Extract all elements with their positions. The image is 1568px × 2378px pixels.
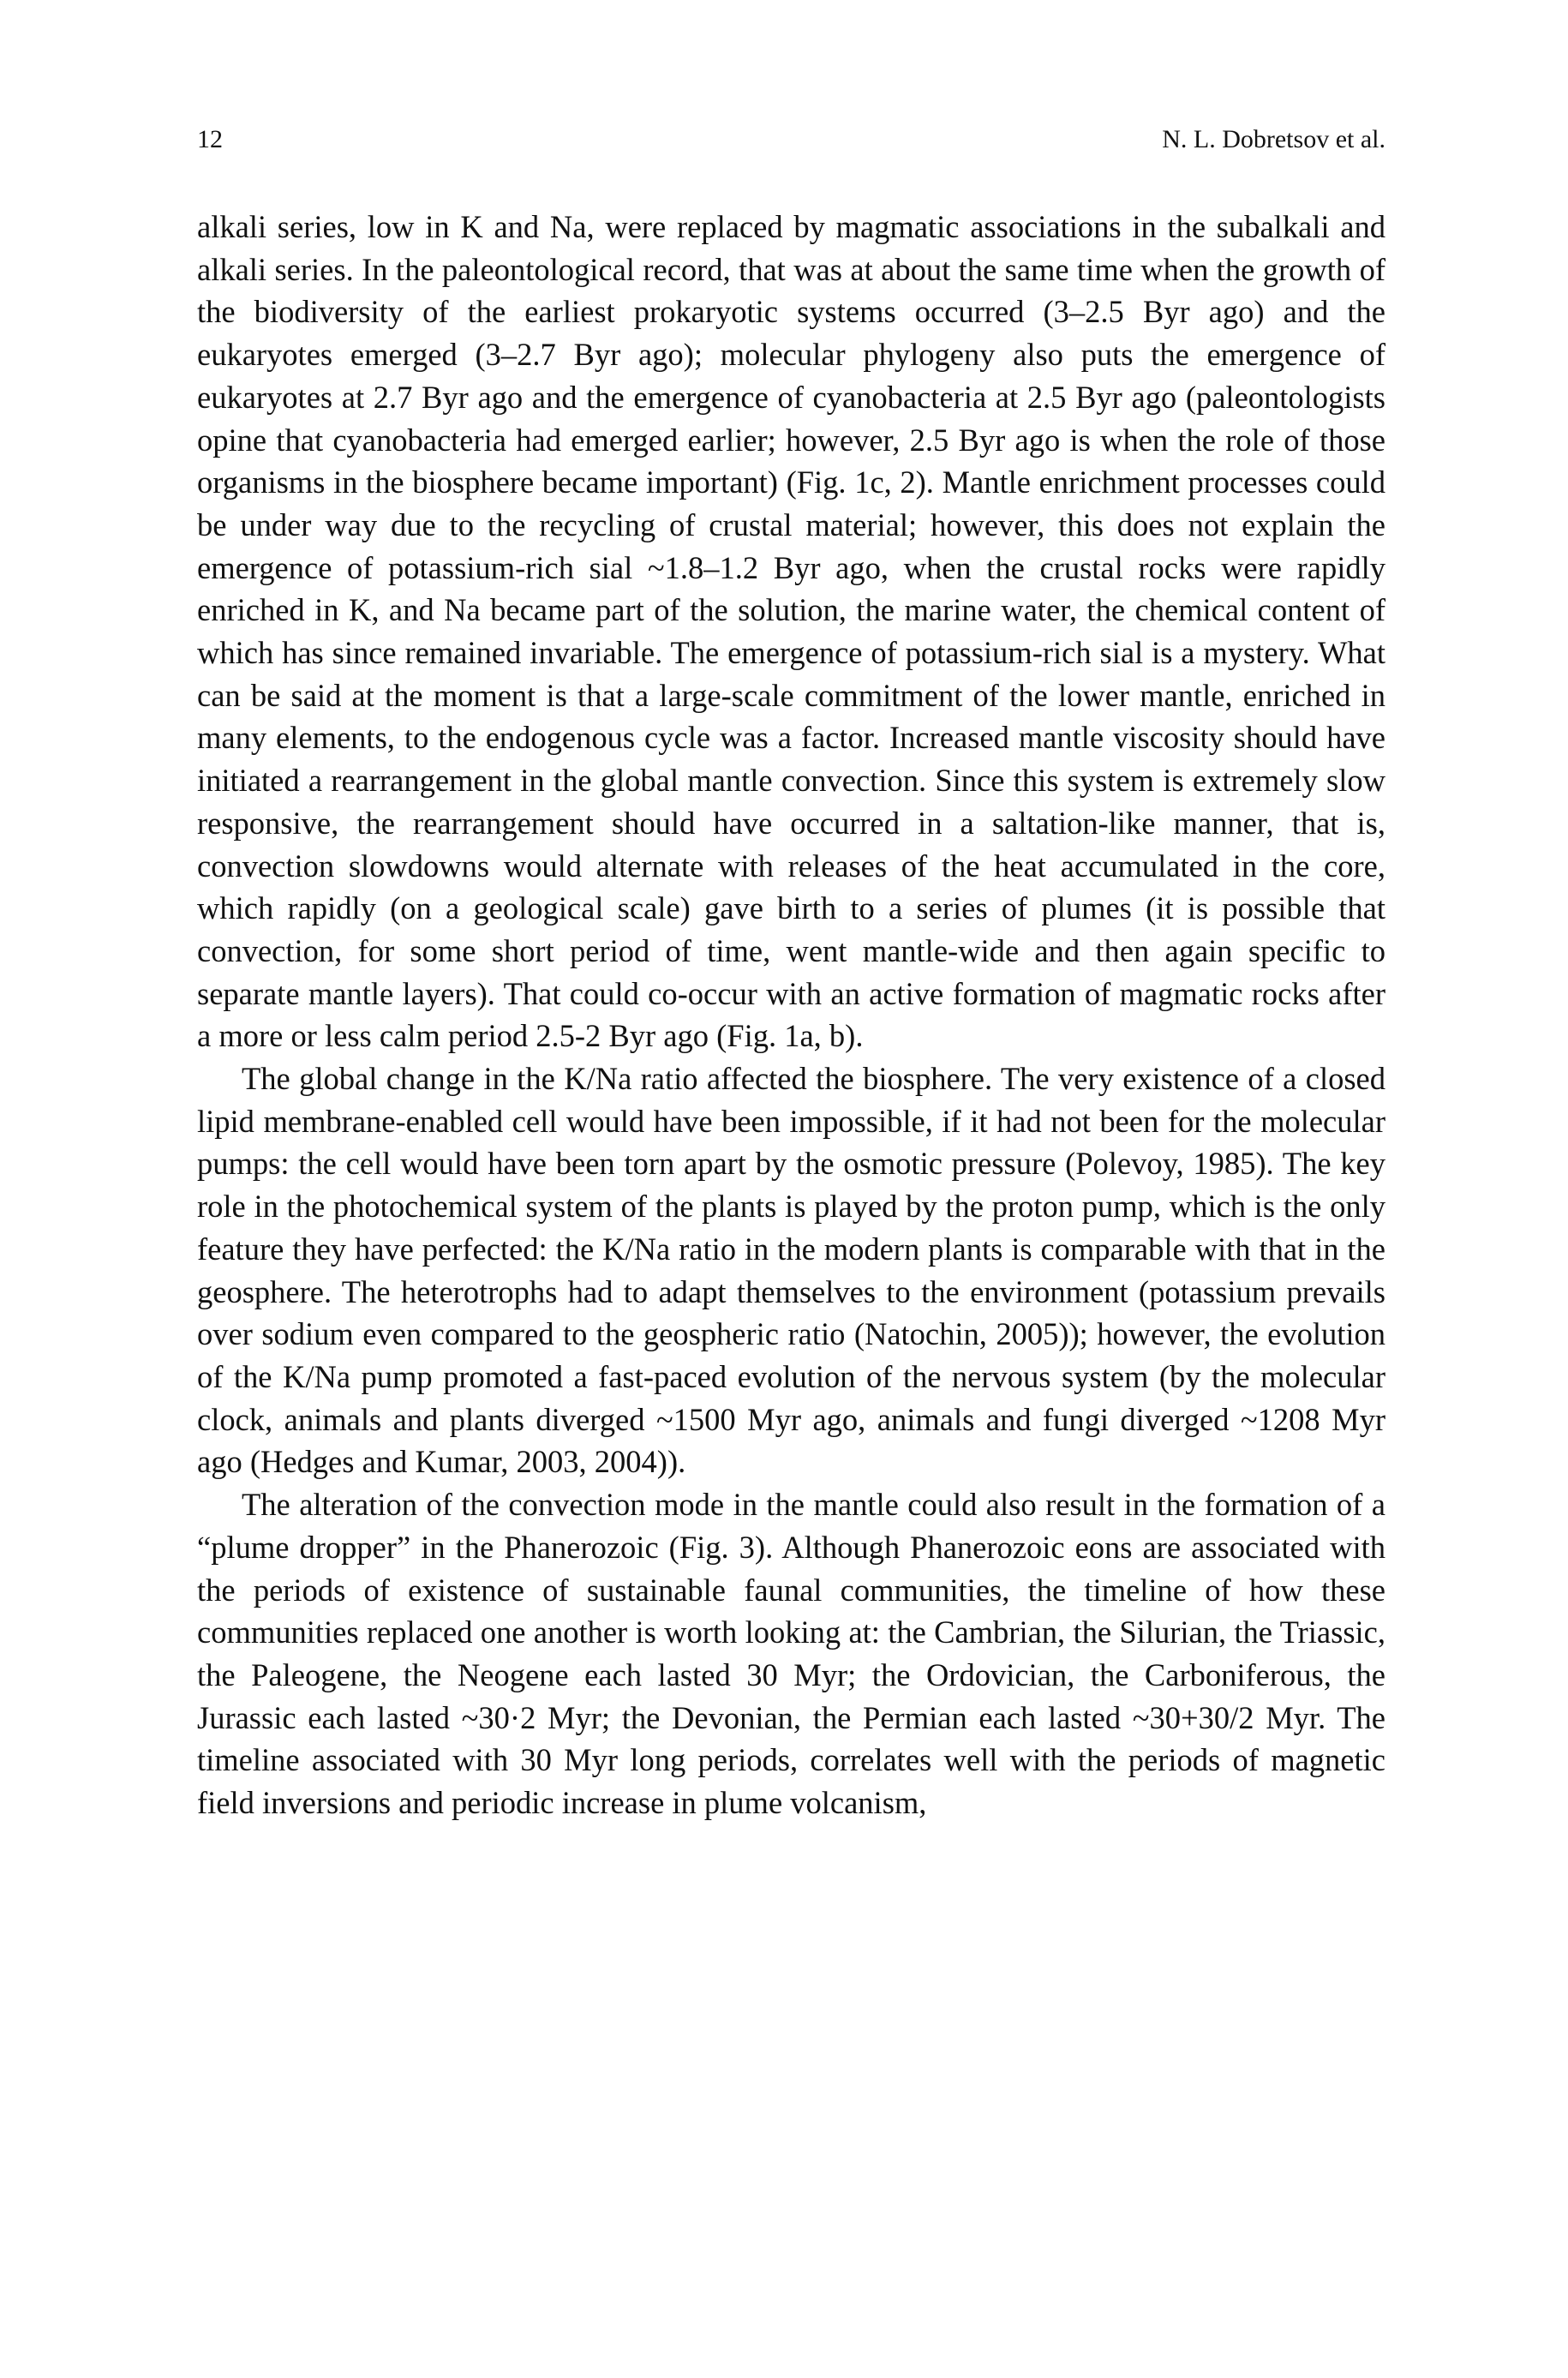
paragraph-1: alkali series, low in K and Na, were replaced by magmatic associations in the subalkali and alkali series. In the paleontological record, that was at about the same time when the growth of the biodiversity of the earliest prokaryotic systems occurred (3–2.5 Byr ago) and the eukaryotes emerged (3–2.7 Byr ago); molecular phylogeny also puts the emergence of eukaryotes at 2.7 Byr ago and the emergence of cyanobacteria at 2.5 Byr ago (paleontologists opine that cyanobacteria had emerged earlier; however, 2.5 Byr ago is when the role of those organisms in the biosphere became important) (Fig. 1c, 2). Mantle enrichment processes could be under way due to the recycling of crustal material; however, this does not explain the emergence of potassium-rich sial ~1.8–1.2 Byr ago, when the crustal rocks were rapidly enriched in K, and Na became part of the solution, the marine water, the chemical content of which has since remained invariable. The emergence of potassium-rich sial is a mystery. What can be said at the moment is that a large-scale commitment of the lower mantle, enriched in many elements, to the endogenous cycle was a factor. Increased mantle viscosity should have initiated a rearrangement in the global mantle convection. Since this system is extremely slow responsive, the rearrangement should have occurred in a saltation-like manner, that is, convection slowdowns would alternate with releases of the heat accumulated in the core, which rapidly (on a geological scale) gave birth to a series of plumes (it is possible that convection, for some short period of time, went mantle-wide and then again specific to separate mantle layers). That could co-occur with an active formation of magmatic rocks after a more or less calm period 2.5-2 Byr ago (Fig. 1a, b). [197,209,1385,1054]
body-text [197,206,1385,1824]
paragraph-3: The alteration of the convection mode in the mantle could also result in the formation of a “plume dropper” in the Phanerozoic (Fig. 3). Although Phanerozoic eons are associated with the periods of existence of sustainable faunal communities, the timeline of how these communities replaced one another is worth looking at: the Cambrian, the Silurian, the Triassic, the Paleogene, the Neogene each lasted 30 Myr; the Ordovician, the Carboniferous, the Jurassic each lasted ~30·2 Myr; the Devonian, the Permian each lasted ~30+30/2 Myr. The timeline associated with 30 Myr long periods, correlates well with the periods of magnetic field inversions and periodic increase in plume volcanism, [197,1487,1385,1821]
page-number: 12 [197,125,223,153]
running-head [197,123,1385,157]
paragraph-2: The global change in the K/Na ratio affected the biosphere. The very existence of a closed lipid membrane-enabled cell would have been impossible, if it had not been for the molecular pumps: the cell would have been torn apart by the osmotic pressure (Polevoy, 1985). The key role in the photochemical system of the plants is played by the proton pump, which is the only feature they have perfected: the K/Na ratio in the modern plants is comparable with that in the geosphere. The heterotrophs had to adapt themselves to the environment (potassium prevails over sodium even compared to the geospheric ratio (Natochin, 2005)); however, the evolution of the K/Na pump promoted a fast-paced evolution of the nervous system (by the molecular clock, animals and plants diverged ~1500 Myr ago, animals and fungi diverged ~1208 Myr ago (Hedges and Kumar, 2003, 2004)). [197,1061,1385,1480]
running-head-authors: N. L. Dobretsov et al. [1162,125,1385,153]
